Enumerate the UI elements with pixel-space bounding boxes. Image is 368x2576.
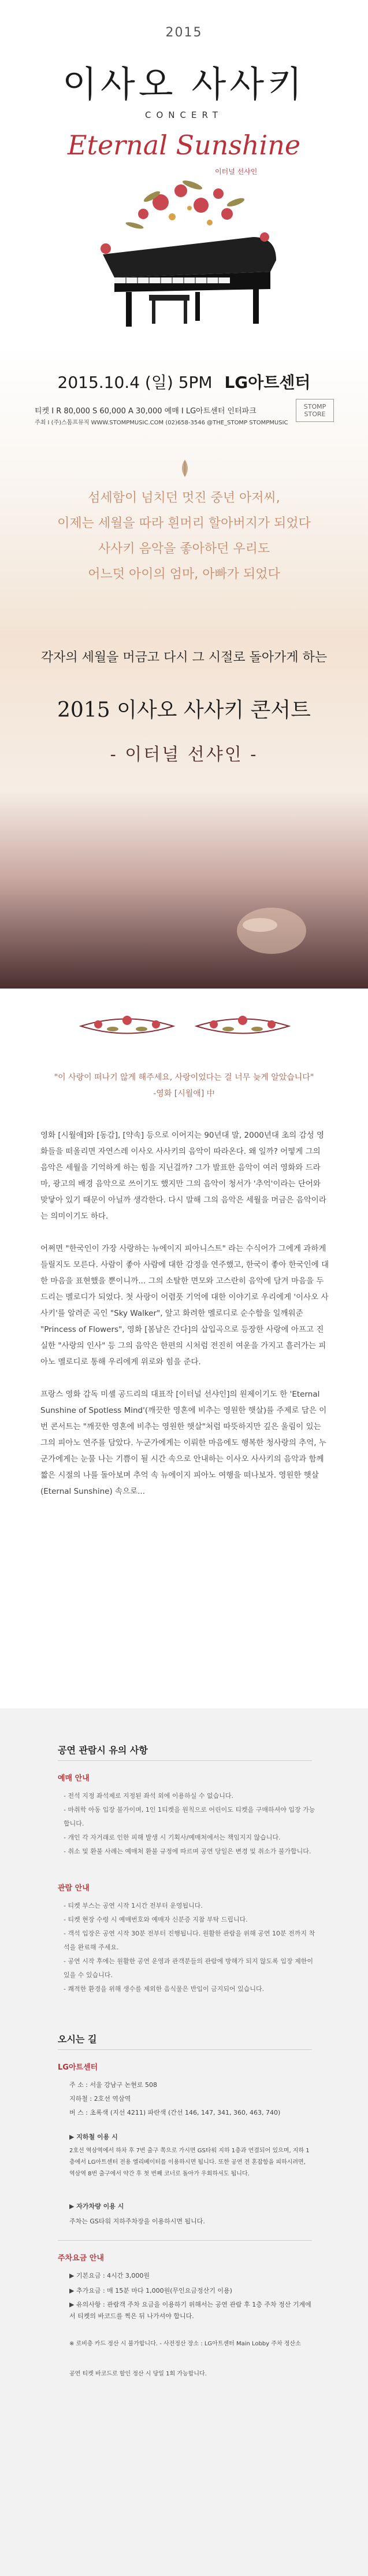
booking-list [64, 1789, 318, 1859]
leaf-icon [173, 457, 196, 480]
stomp-store-logo: STOMP STORE [296, 399, 334, 422]
parking-extra: ▶ 추가요금 : 매 15분 마다 1,000원(무인요금정산기 이용) [69, 2287, 232, 2294]
notice-section [0, 1708, 368, 2576]
notice-line: - 객석 입장은 공연 시작 30분 전부터 진행됩니다. 원활한 관람을 위해 공연 10분 전까지 착석을 완료해 주세요. [64, 1930, 315, 1951]
parking-base: ▶ 기본요금 : 4시간 3,000원 [69, 2272, 150, 2279]
body-paragraph: 프랑스 영화 감독 미셸 공드리의 대표작 [이터널 선샤인]의 원제이기도 한 'Eternal Sunshine of Spotless Mind'(깨끗한 영혼에 비추는 영원한 햇살)를 주제로 담은 이번 콘서트는 "깨끗한 영혼에 비추는 영원한 햇살"처럼 따뜻하지만 깊은 울림이 있는 그의 피아노 연주를 담았다. 누군가에게는 이뤄한 마음에도 행복한 청사랑의 추억, 누군가에게는 눈물 나는 기쁨이 될 시간 속으로 안내하는 이사오 사사키의 음악과 함께 짧은 시절의 나를 돌아보며 추억 속 뉴에이지 피아노 여행을 떠나보자. 영원한 햇살(Eternal Sunshine) 속으로... [40, 1390, 327, 1496]
parking-note: ▶ 유의사항 : 관람객 주차 요금을 이용하기 위해서는 공연 관람 후 1층 주차 정산 기계에서 티켓의 바코드를 찍은 뒤 나가셔야 합니다. [69, 2301, 311, 2320]
hero-section [0, 0, 368, 630]
notice-line: - 티켓 현장 수령 시 예매번호와 예매자 신분증 지참 부탁 드립니다. [64, 1916, 248, 1923]
venue-text: LG아트센터 [224, 373, 311, 392]
title-band [0, 630, 368, 989]
date-text: 2015.10.4 (일) 5PM [57, 373, 213, 392]
poem-line: 이제는 세월을 따라 흰머리 할아버지가 되었다 [57, 516, 311, 531]
by-car-heading: ▶ 자가차량 이용 시 [69, 2203, 124, 2210]
by-subway-heading: ▶ 지하철 이용 시 [69, 2133, 118, 2141]
parking-note-3: 공연 티켓 바코드로 할인 정산 시 당일 1회 가능합니다. [69, 2371, 207, 2377]
notice-line: - 개인 각 자거래로 인한 피해 발생 시 기획사/예매처에서는 책임지지 않습니다. [64, 1834, 281, 1841]
parking-note-2: ※ 로비층 카드 정산 시 불가합니다. - 사전정산 장소 : LG아트센터 Main Lobby 주차 정산소 [69, 2341, 301, 2347]
ticket-info: 티켓 I R 80,000 S 60,000 A 30,000 예매 I LG아트센터 인터파크 [35, 407, 257, 416]
band-title: 2015 이사오 사사키 콘서트 [57, 698, 311, 722]
divider [58, 1760, 312, 1761]
quote-text: "이 사랑이 떠나기 않게 해주세요, 사랑이었다는 걸 너무 늦게 알았습니다" [54, 1073, 314, 1082]
divider [58, 2240, 312, 2241]
organizer-info: 주최 I (주)스톰프뮤직 WWW.STOMPMUSIC.COM (02)658-3546 @THE_STOMP STOMPMUSIC [35, 420, 288, 426]
poem-line: 섬세함이 넘치던 멋진 중년 아저씨, [88, 491, 280, 505]
eternal-sunshine-logo: Eternal Sunshine [67, 129, 301, 161]
by-subway-text: 2호선 역삼역에서 하차 후 7번 출구 쪽으로 가시면 GS타워 지하 1층과 연결되어 있으며, 지하 1층에서 LG아트센터 전용 엘리베이터를 이용하시면 됩니다. 또한 공연 전 혼잡함을 피하시려면, 역삼역 8번 출구에서 약간 후 첫 번째 코너로 돌아가 우회하셔도 됩니다. [69, 2148, 310, 2177]
poem-line: 어느덧 아이의 엄마, 아빠가 되었다 [88, 567, 280, 582]
quote-source: -영화 [시월애] 中 [153, 1089, 215, 1098]
notice-title: 공연 관람시 유의 사항 [58, 1745, 148, 1756]
notice-line: - 티켓 부스는 공연 시작 1시간 전부터 운영됩니다. [64, 1902, 203, 1909]
poem-line: 사사키 음악을 좋아하던 우리도 [98, 542, 270, 556]
year-label: 2015 [165, 25, 203, 40]
notice-line: - 공연 시작 후에는 원활한 공연 운영과 관객분들의 관람에 방해가 되지 않도록 입장 제한이 있을 수 있습니다. [64, 1957, 313, 1979]
divider [58, 2049, 312, 2050]
body-paragraph: 어쩌면 "한국인이 가장 사랑하는 뉴에이지 피아니스트" 라는 수식어가 그에게 과하게 들릴지도 모른다. 사람이 좋아 사람에 대한 감정을 연주했고, 한국이 좋아 한국인에 대한 마음을 표현했을 뿐이니까... 그의 소탈한 면모와 고스란히 음악에 담겨 마음을 두드리는 멜로디가 되었다. 첫 사랑이 어렴풋 기억에 대한 이야기로 우리에게 '이사오 사사키'를 알려준 곡인 "Sky Walker", 앞고 화려한 멜로디로 순수함을 일깨워준 "Princess of Flowers", 영화 [봄날은 간다]의 삽입곡으로 등장한 사랑에 아프고 진실한 "사랑의 인사" 등 그의 음악은 한편의 시처럼 전진히 여운을 가지고 흘러가는 피아노 멜로디로 통해 우리에게 위로와 힘을 준다. [40, 1244, 329, 1367]
parking-heading: 주차요금 안내 [58, 2254, 104, 2263]
booking-heading: 예매 안내 [58, 1774, 90, 1783]
eternal-sunshine-subtitle: 이터널 선샤인 [215, 168, 258, 176]
notice-line: - 취소 및 환불 사례는 예매처 환불 규정에 따르며 공연 당일은 변경 및 취소가 불가합니다. [64, 1848, 311, 1855]
viewing-list [64, 1899, 318, 1996]
notice-line: - 전석 지정 좌석제로 지정된 좌석 외에 이용하실 수 없습니다. [64, 1792, 233, 1800]
notice-line: - 마취학 아동 입장 불가이며, 1인 1티켓을 원칙으로 어린이도 티켓을 구매하셔야 입장 가능합니다. [64, 1806, 315, 1827]
quote-block [0, 1069, 368, 1102]
floral-ornament-icon [75, 1012, 179, 1041]
directions-title: 오시는 길 [58, 2034, 97, 2045]
pianist-hands-icon [220, 861, 324, 977]
viewing-heading: 관람 안내 [58, 1884, 90, 1893]
concert-date [0, 370, 368, 393]
by-car-text: 주차는 GS타워 지하주차장을 이용하시면 됩니다. [69, 2218, 205, 2225]
band-intro: 각자의 세월을 머금고 다시 그 시절로 돌아가게 하는 [40, 650, 328, 665]
bus-text: 버 스 : 초록색 (지선 4211) 파란색 (간선 146, 147, 341, 360, 463, 740) [69, 2109, 281, 2116]
subway-text: 지하철 : 2호선 역삼역 [69, 2095, 131, 2103]
concert-label: CONCERT [145, 110, 223, 120]
floral-ornament-icon [191, 1012, 295, 1041]
poem-block [0, 486, 368, 587]
notice-line: - 쾌적한 환경을 위해 생수를 제외한 음식물은 반입이 금지되어 있습니다. [64, 1985, 265, 1993]
artist-title: 이사오 사사키 [62, 63, 306, 105]
place-name: LG아트센터 [58, 2063, 98, 2072]
body-paragraph: 영화 [시월애]와 [동감], [약속] 등으로 이어지는 90년대 말, 2000년대 초의 감성 영화들을 떠올리면 자연스레 이사오 사사키의 음악이 따라온다. 왜 일까? 어떻게 그의 음악은 세월을 기억하게 하는 힘을 지닌걸까? 그가 발표한 음악이 여러 영화와 드라마, 광고의 배경 음악으로 쓰이기도 했지만 그의 음악이 청서가 '추억'이라는 단어와 맞닿아 있기 때문이 아닐까 생각한다. 다시 말해 그의 음악은 세월을 머금은 음악이라는 의미이기도 하다. [40, 1131, 326, 1221]
band-subtitle: - 이터널 선샤인 - [110, 745, 258, 765]
piano-illustration [80, 173, 289, 335]
article-body [40, 1127, 329, 1516]
address-text: 주 소 : 서울 강남구 논현로 508 [69, 2081, 157, 2089]
